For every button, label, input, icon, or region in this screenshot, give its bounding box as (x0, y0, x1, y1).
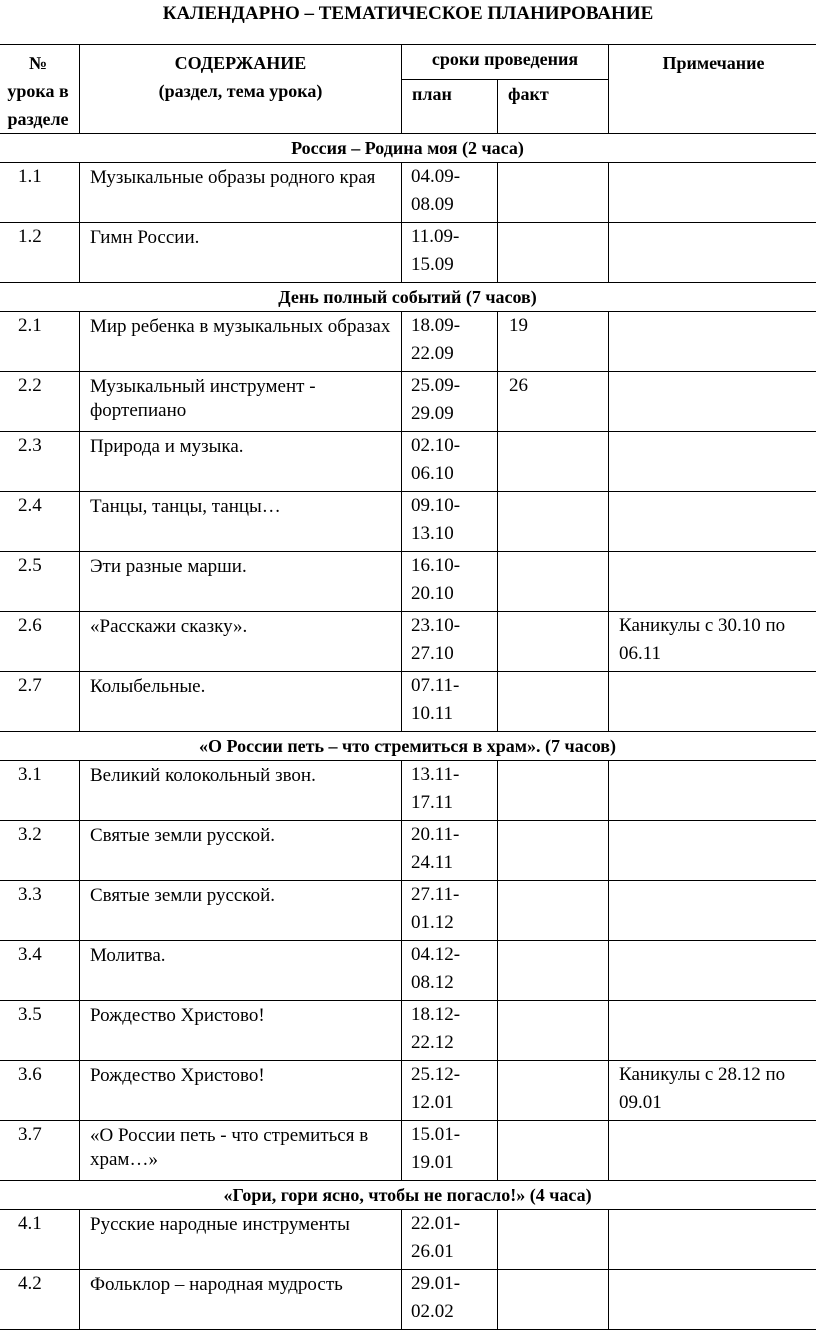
lesson-fact-date (498, 223, 609, 283)
lesson-number: 3.1 (0, 761, 80, 821)
lesson-note (609, 941, 816, 1001)
lesson-plan-dates (402, 941, 498, 1001)
lesson-fact-date (498, 432, 609, 492)
table-row (0, 552, 816, 612)
lesson-topic: Рождество Христово! (80, 1001, 402, 1061)
plan-date-start: 18.09- (411, 315, 461, 336)
lesson-number: 3.5 (0, 1001, 80, 1061)
lesson-topic: Природа и музыка. (80, 432, 402, 492)
plan-date-start: 23.10- (411, 615, 461, 636)
header-fact: факт (498, 80, 609, 134)
header-number-line2: урока в (7, 81, 69, 101)
lesson-note (609, 1121, 816, 1181)
plan-date-end: 08.09 (411, 194, 454, 215)
lesson-number: 2.5 (0, 552, 80, 612)
plan-date-end: 13.10 (411, 523, 454, 544)
lesson-number: 4.1 (0, 1210, 80, 1270)
lesson-note (609, 761, 816, 821)
plan-date-start: 11.09- (411, 226, 460, 247)
lesson-plan-dates (402, 432, 498, 492)
table-row (0, 163, 816, 223)
table-row (0, 1121, 816, 1181)
lesson-topic: Молитва. (80, 941, 402, 1001)
plan-date-start: 27.11- (411, 884, 460, 905)
plan-date-end: 20.10 (411, 583, 454, 604)
planning-table-body (0, 45, 816, 1330)
lesson-number: 2.4 (0, 492, 80, 552)
lesson-note (609, 223, 816, 283)
section-row (0, 134, 816, 163)
lesson-note (609, 672, 816, 732)
plan-date-end: 08.12 (411, 972, 454, 993)
lesson-topic: «Расскажи сказку». (80, 612, 402, 672)
lesson-number: 2.2 (0, 372, 80, 432)
lesson-note (609, 881, 816, 941)
plan-date-end: 22.09 (411, 343, 454, 364)
lesson-fact-date (498, 761, 609, 821)
lesson-fact-date (498, 612, 609, 672)
lesson-fact-date (498, 1121, 609, 1181)
plan-date-end: 02.02 (411, 1301, 454, 1322)
page-title: КАЛЕНДАРНО – ТЕМАТИЧЕСКОЕ ПЛАНИРОВАНИЕ (162, 3, 654, 24)
lesson-plan-dates (402, 1210, 498, 1270)
plan-date-start: 09.10- (411, 495, 461, 516)
plan-date-end: 29.09 (411, 403, 454, 424)
table-row (0, 223, 816, 283)
header-dates: сроки проведения (402, 45, 609, 80)
lesson-plan-dates (402, 612, 498, 672)
plan-date-end: 26.01 (411, 1241, 454, 1262)
section-title: «О России петь – что стремиться в храм». (7 часов) (0, 732, 816, 761)
lesson-plan-dates (402, 372, 498, 432)
plan-date-start: 07.11- (411, 675, 460, 696)
lesson-plan-dates (402, 821, 498, 881)
plan-date-end: 01.12 (411, 912, 454, 933)
lesson-topic: Святые земли русской. (80, 881, 402, 941)
lesson-note (609, 552, 816, 612)
plan-date-start: 29.01- (411, 1273, 461, 1294)
lesson-fact-date (498, 1061, 609, 1121)
header-lesson-number (0, 45, 80, 134)
lesson-topic: Эти разные марши. (80, 552, 402, 612)
lesson-plan-dates (402, 223, 498, 283)
plan-date-start: 15.01- (411, 1124, 461, 1145)
lesson-topic: Рождество Христово! (80, 1061, 402, 1121)
plan-date-start: 18.12- (411, 1004, 461, 1025)
table-row (0, 372, 816, 432)
table-row (0, 432, 816, 492)
header-number-sign: № (28, 53, 48, 73)
lesson-topic: Танцы, танцы, танцы… (80, 492, 402, 552)
plan-date-end: 24.11 (411, 852, 454, 873)
lesson-number: 3.6 (0, 1061, 80, 1121)
lesson-fact-date (498, 552, 609, 612)
section-title: День полный событий (7 часов) (0, 283, 816, 312)
table-row (0, 672, 816, 732)
plan-date-end: 19.01 (411, 1152, 454, 1173)
table-row (0, 492, 816, 552)
plan-date-start: 16.10- (411, 555, 461, 576)
lesson-number: 4.2 (0, 1270, 80, 1330)
plan-date-end: 12.01 (411, 1092, 454, 1113)
table-row (0, 941, 816, 1001)
plan-date-start: 25.09- (411, 375, 461, 396)
plan-date-end: 06.10 (411, 463, 454, 484)
lesson-topic: Колыбельные. (80, 672, 402, 732)
header-content-title: СОДЕРЖАНИЕ (174, 53, 307, 73)
lesson-fact-date (498, 1210, 609, 1270)
lesson-number: 3.3 (0, 881, 80, 941)
table-row (0, 881, 816, 941)
lesson-note (609, 163, 816, 223)
lesson-plan-dates (402, 672, 498, 732)
lesson-note (609, 492, 816, 552)
lesson-note (609, 372, 816, 432)
lesson-fact-date: 26 (498, 372, 609, 432)
lesson-number: 2.7 (0, 672, 80, 732)
plan-date-end: 22.12 (411, 1032, 454, 1053)
table-row (0, 1061, 816, 1121)
lesson-topic: Фольклор – народная мудрость (80, 1270, 402, 1330)
lesson-number: 2.1 (0, 312, 80, 372)
header-number-line3: разделе (7, 109, 69, 129)
section-row (0, 283, 816, 312)
lesson-note (609, 1001, 816, 1061)
header-note: Примечание (609, 45, 816, 134)
plan-date-start: 04.09- (411, 166, 461, 187)
plan-date-end: 27.10 (411, 643, 454, 664)
header-content (80, 45, 402, 134)
lesson-fact-date (498, 821, 609, 881)
lesson-note: Каникулы с 28.12 по 09.01 (609, 1061, 816, 1121)
lesson-plan-dates (402, 163, 498, 223)
plan-date-start: 22.01- (411, 1213, 461, 1234)
lesson-plan-dates (402, 1001, 498, 1061)
table-row (0, 1270, 816, 1330)
lesson-plan-dates (402, 881, 498, 941)
table-row (0, 821, 816, 881)
table-row (0, 612, 816, 672)
lesson-number: 3.2 (0, 821, 80, 881)
plan-date-end: 10.11 (411, 703, 454, 724)
plan-date-end: 15.09 (411, 254, 454, 275)
section-title: Россия – Родина моя (2 часа) (0, 134, 816, 163)
lesson-number: 1.1 (0, 163, 80, 223)
lesson-topic: Святые земли русской. (80, 821, 402, 881)
lesson-number: 2.3 (0, 432, 80, 492)
table-row (0, 761, 816, 821)
lesson-plan-dates (402, 312, 498, 372)
lesson-topic: Гимн России. (80, 223, 402, 283)
plan-date-start: 02.10- (411, 435, 461, 456)
lesson-note (609, 312, 816, 372)
table-row (0, 312, 816, 372)
header-plan: план (402, 80, 498, 134)
section-row (0, 732, 816, 761)
plan-date-start: 25.12- (411, 1064, 461, 1085)
lesson-fact-date (498, 672, 609, 732)
lesson-topic: Музыкальные образы родного края (80, 163, 402, 223)
lesson-fact-date (498, 881, 609, 941)
lesson-topic: Великий колокольный звон. (80, 761, 402, 821)
lesson-number: 1.2 (0, 223, 80, 283)
plan-date-start: 20.11- (411, 824, 460, 845)
lesson-plan-dates (402, 552, 498, 612)
table-row (0, 1210, 816, 1270)
lesson-number: 2.6 (0, 612, 80, 672)
planning-table (0, 44, 816, 1330)
lesson-fact-date: 19 (498, 312, 609, 372)
plan-date-end: 17.11 (411, 792, 454, 813)
table-header-row (0, 45, 816, 80)
lesson-note (609, 821, 816, 881)
lesson-fact-date (498, 1001, 609, 1061)
lesson-topic: «О России петь - что стремиться в храм…» (80, 1121, 402, 1181)
table-row (0, 1001, 816, 1061)
lesson-note (609, 432, 816, 492)
lesson-note (609, 1210, 816, 1270)
lesson-plan-dates (402, 1121, 498, 1181)
lesson-fact-date (498, 492, 609, 552)
lesson-topic: Мир ребенка в музыкальных образах (80, 312, 402, 372)
lesson-note: Каникулы с 30.10 по 06.11 (609, 612, 816, 672)
lesson-topic: Русские народные инструменты (80, 1210, 402, 1270)
lesson-fact-date (498, 941, 609, 1001)
section-title: «Гори, гори ясно, чтобы не погасло!» (4 часа) (0, 1181, 816, 1210)
header-content-subtitle: (раздел, тема урока) (158, 81, 323, 101)
lesson-plan-dates (402, 492, 498, 552)
plan-date-start: 13.11- (411, 764, 460, 785)
lesson-plan-dates (402, 1270, 498, 1330)
lesson-plan-dates (402, 761, 498, 821)
lesson-number: 3.7 (0, 1121, 80, 1181)
section-row (0, 1181, 816, 1210)
lesson-number: 3.4 (0, 941, 80, 1001)
lesson-note (609, 1270, 816, 1330)
lesson-fact-date (498, 1270, 609, 1330)
plan-date-start: 04.12- (411, 944, 461, 965)
lesson-fact-date (498, 163, 609, 223)
lesson-plan-dates (402, 1061, 498, 1121)
lesson-topic: Музыкальный инструмент - фортепиано (80, 372, 402, 432)
